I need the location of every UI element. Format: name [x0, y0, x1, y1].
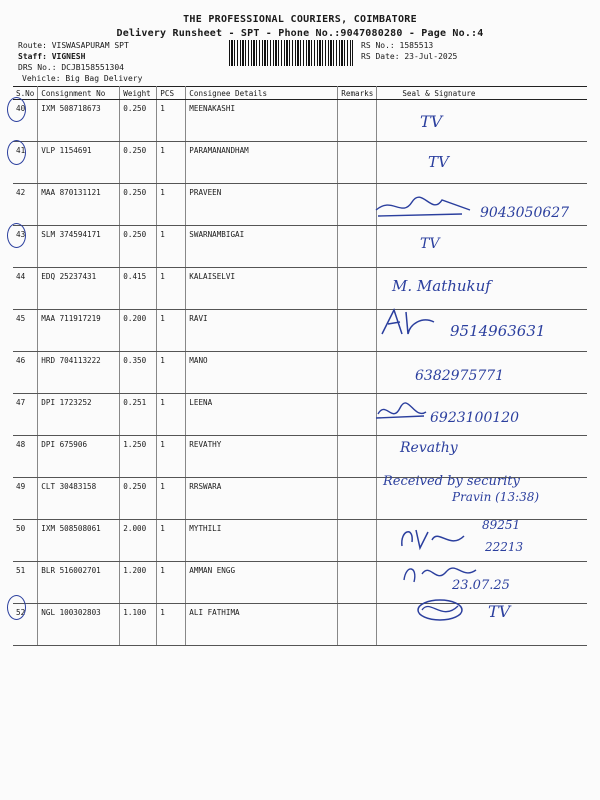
col-header-consignee: Consignee Details — [186, 87, 338, 100]
row-remarks — [338, 268, 377, 310]
row-weight: 0.250 — [120, 184, 157, 226]
row-pcs: 1 — [157, 142, 186, 184]
signature-handwriting: Revathy — [400, 440, 458, 456]
row-sno: 45 — [13, 310, 38, 352]
row-mark-circle — [7, 140, 26, 165]
signature-handwriting: 23.07.25 — [452, 578, 510, 593]
row-consignee: LEENA — [186, 394, 338, 436]
row-pcs: 1 — [157, 520, 186, 562]
signature-handwriting: TV — [420, 112, 443, 131]
row-remarks — [338, 184, 377, 226]
row-sno: 48 — [13, 436, 38, 478]
runsheet-title: THE PROFESSIONAL COURIERS, COIMBATORE — [183, 14, 417, 25]
row-sno: 51 — [13, 562, 38, 604]
row-consignee: PARAMANANDHAM — [186, 142, 338, 184]
row-weight: 0.250 — [120, 142, 157, 184]
row-remarks — [338, 478, 377, 520]
row-consignment-no: CLT 30483158 — [38, 478, 120, 520]
row-sno: 40 — [13, 100, 38, 142]
row-consignee: RAVI — [186, 310, 338, 352]
row-weight: 0.200 — [120, 310, 157, 352]
row-consignee: AMMAN ENGG — [186, 562, 338, 604]
rs-number-text: RS No.: 1585513 — [361, 41, 434, 50]
col-header-sno: S.No — [13, 87, 38, 100]
row-signature-cell — [377, 604, 587, 646]
row-weight: 1.100 — [120, 604, 157, 646]
row-pcs: 1 — [157, 352, 186, 394]
row-mark-circle — [7, 97, 26, 122]
row-consignment-no: IXM 508508061 — [38, 520, 120, 562]
row-consignment-no: DPI 1723252 — [38, 394, 120, 436]
row-consignee: MEENAKASHI — [186, 100, 338, 142]
row-consignee: MANO — [186, 352, 338, 394]
row-consignment-no: MAA 870131121 — [38, 184, 120, 226]
signature-scribble — [412, 596, 472, 626]
vehicle-text: Vehicle: Big Bag Delivery — [22, 74, 143, 83]
row-weight: 0.415 — [120, 268, 157, 310]
row-remarks — [338, 352, 377, 394]
signature-handwriting: Pravin (13:38) — [452, 490, 540, 504]
signature-handwriting: TV — [428, 153, 449, 171]
row-weight: 0.250 — [120, 100, 157, 142]
row-sno: 47 — [13, 394, 38, 436]
table-row — [13, 226, 587, 268]
row-pcs: 1 — [157, 268, 186, 310]
signature-scribble — [374, 398, 430, 426]
signature-handwriting: 9514963631 — [450, 322, 546, 340]
row-remarks — [338, 562, 377, 604]
row-consignment-no: VLP 1154691 — [38, 142, 120, 184]
row-consignee: RRSWARA — [186, 478, 338, 520]
row-pcs: 1 — [157, 478, 186, 520]
row-consignment-no: NGL 100302803 — [38, 604, 120, 646]
row-remarks — [338, 604, 377, 646]
row-weight: 0.250 — [120, 478, 157, 520]
row-pcs: 1 — [157, 100, 186, 142]
table-row — [13, 100, 587, 142]
row-remarks — [338, 436, 377, 478]
row-consignment-no: MAA 711917219 — [38, 310, 120, 352]
row-weight: 1.200 — [120, 562, 157, 604]
row-pcs: 1 — [157, 562, 186, 604]
table-row — [13, 268, 587, 310]
row-consignment-no: IXM 508718673 — [38, 100, 120, 142]
row-remarks — [338, 520, 377, 562]
row-consignee: ALI FATHIMA — [186, 604, 338, 646]
row-remarks — [338, 310, 377, 352]
rs-date-text: RS Date: 23-Jul-2025 — [361, 52, 458, 61]
row-sno: 49 — [13, 478, 38, 520]
row-sno: 50 — [13, 520, 38, 562]
row-sno: 41 — [13, 142, 38, 184]
row-consignee: PRAVEEN — [186, 184, 338, 226]
col-header-remarks: Remarks — [338, 87, 377, 100]
col-header-signature: Seal & Signature — [377, 87, 587, 100]
runsheet-subtitle: Delivery Runsheet - SPT - Phone No.:9047080280 - Page No.:4 — [116, 28, 484, 39]
signature-scribble — [398, 520, 468, 554]
row-weight: 2.000 — [120, 520, 157, 562]
signature-handwriting: 22213 — [485, 540, 524, 554]
row-signature-cell — [377, 226, 587, 268]
table-row — [13, 142, 587, 184]
row-consignment-no: DPI 675906 — [38, 436, 120, 478]
table-row — [13, 436, 587, 478]
col-header-pcs: PCS — [157, 87, 186, 100]
row-remarks — [338, 394, 377, 436]
runsheet-table — [13, 86, 587, 646]
row-consignee: KALAISELVI — [186, 268, 338, 310]
row-weight: 0.251 — [120, 394, 157, 436]
table-header-row — [13, 87, 587, 100]
barcode-image — [229, 40, 353, 66]
signature-scribble — [378, 304, 438, 340]
row-pcs: 1 — [157, 310, 186, 352]
signature-handwriting: Received by security — [383, 474, 520, 489]
row-weight: 0.250 — [120, 226, 157, 268]
row-consignment-no: BLR 516002701 — [38, 562, 120, 604]
row-consignee: MYTHILI — [186, 520, 338, 562]
row-consignee: REVATHY — [186, 436, 338, 478]
signature-handwriting: M. Mathukuf — [392, 277, 491, 295]
row-sno: 43 — [13, 226, 38, 268]
row-signature-cell — [377, 100, 587, 142]
row-remarks — [338, 100, 377, 142]
row-sno: 44 — [13, 268, 38, 310]
row-consignment-no: SLM 374594171 — [38, 226, 120, 268]
row-remarks — [338, 226, 377, 268]
drs-text: DRS No.: DCJB158551304 — [18, 63, 124, 72]
row-sno: 42 — [13, 184, 38, 226]
row-signature-cell — [377, 142, 587, 184]
signature-handwriting: 6923100120 — [430, 410, 520, 426]
route-text: Route: VISWASAPURAM SPT — [18, 41, 129, 50]
row-remarks — [338, 142, 377, 184]
row-sno: 46 — [13, 352, 38, 394]
row-mark-circle — [7, 595, 26, 620]
signature-handwriting: 9043050627 — [480, 205, 570, 221]
row-weight: 1.250 — [120, 436, 157, 478]
row-pcs: 1 — [157, 604, 186, 646]
row-pcs: 1 — [157, 226, 186, 268]
row-consignment-no: EDQ 25237431 — [38, 268, 120, 310]
signature-handwriting: 6382975771 — [415, 368, 505, 384]
staff-text: Staff: VIGNESH — [18, 52, 86, 61]
row-pcs: 1 — [157, 436, 186, 478]
col-header-weight: Weight — [120, 87, 157, 100]
row-consignee: SWARNAMBIGAI — [186, 226, 338, 268]
row-pcs: 1 — [157, 394, 186, 436]
col-header-consignment: Consignment No — [38, 87, 120, 100]
signature-handwriting: TV — [488, 602, 511, 621]
row-consignment-no: HRD 704113222 — [38, 352, 120, 394]
row-sno: 52 — [13, 604, 38, 646]
row-weight: 0.350 — [120, 352, 157, 394]
signature-scribble — [372, 188, 472, 228]
row-pcs: 1 — [157, 184, 186, 226]
signature-handwriting: TV — [420, 236, 440, 252]
row-mark-circle — [7, 223, 26, 248]
signature-handwriting: 89251 — [482, 518, 521, 532]
